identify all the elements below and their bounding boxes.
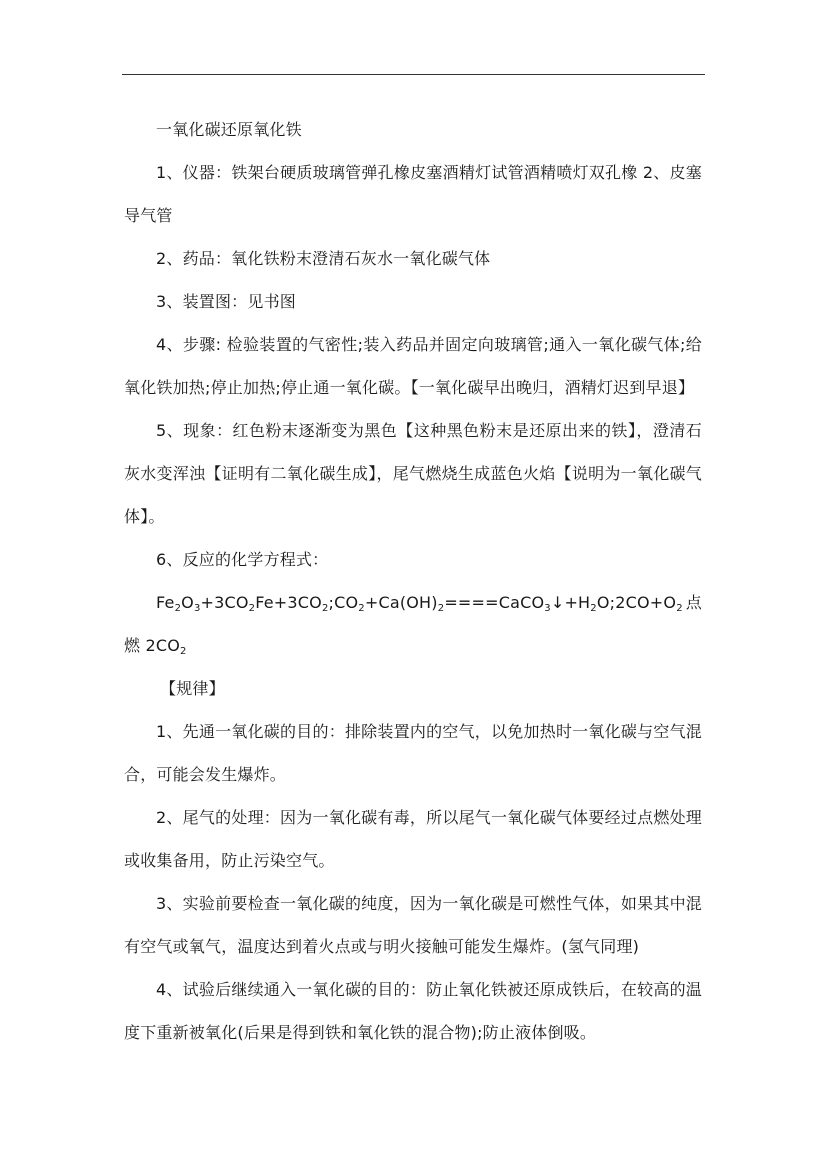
equation-heading: 6、反应的化学方程式： (156, 550, 329, 569)
eq-subscript: 2 (321, 603, 329, 614)
document-body (124, 108, 702, 1054)
eq-subscript: 2 (590, 603, 597, 614)
eq-text: +Ca(OH) (364, 593, 438, 612)
reagents-paragraph: 2、药品：氧化铁粉末澄清石灰水一氧化碳气体 (156, 249, 491, 268)
eq-text: 点燃 2CO (124, 593, 702, 655)
eq-subscript: 2 (174, 603, 182, 614)
phenomena-paragraph: 5、现象：红色粉末逐渐变为黑色【这种黑色粉末是还原出来的铁】，澄清石灰水变浑浊【证明有二氧化碳生成】，尾气燃烧生成蓝色火焰【说明为一氧化碳气体】。 (124, 421, 702, 526)
steps-paragraph: 4、步骤: 检验装置的气密性;装入药品并固定向玻璃管;通入一氧化碳气体;给氧化铁加热;停止加热;停止通一氧化碳。【一氧化碳早出晚归，酒精灯迟到早退】 (124, 335, 702, 397)
instruments-paragraph: 1、仪器：铁架台硬质玻璃管弹孔橡皮塞酒精灯试管酒精喷灯双孔橡 2、皮塞导气管 (124, 163, 702, 225)
eq-text: Fe+3CO (255, 593, 322, 612)
rule-paragraph-1: 1、先通一氧化碳的目的：排除装置内的空气，以免加热时一氧化碳与空气混合，可能会发生爆炸。 (124, 722, 702, 784)
rule-paragraph-4: 4、试验后继续通入一氧化碳的目的：防止氧化铁被还原成铁后，在较高的温度下重新被氧化(后果是得到铁和氧化铁的混合物);防止液体倒吸。 (124, 980, 702, 1042)
eq-subscript: 3 (193, 603, 201, 614)
eq-subscript: 2 (180, 646, 187, 657)
eq-text: Fe (156, 593, 175, 612)
eq-text: +3CO (200, 593, 249, 612)
eq-text: ;CO (328, 593, 359, 612)
eq-subscript: 2 (248, 603, 256, 614)
rules-heading: 【规律】 (160, 679, 225, 698)
eq-subscript: 3 (544, 603, 551, 614)
eq-subscript: 2 (437, 603, 445, 614)
header-divider (122, 74, 705, 75)
section-title: 一氧化碳还原氧化铁 (156, 120, 302, 139)
eq-subscript: 2 (676, 603, 683, 614)
eq-text: O;2CO+O (596, 593, 677, 612)
chemical-equation (124, 581, 702, 667)
rule-paragraph-2: 2、尾气的处理：因为一氧化碳有毒，所以尾气一氧化碳气体要经过点燃处理或收集备用，防止污染空气。 (124, 808, 702, 870)
eq-text: ====CaCO (444, 593, 545, 612)
rule-paragraph-3: 3、实验前要检查一氧化碳的纯度，因为一氧化碳是可燃性气体，如果其中混有空气或氧气，温度达到着火点或与明火接触可能发生爆炸。(氢气同理) (124, 894, 702, 956)
apparatus-paragraph: 3、装置图：见书图 (156, 292, 296, 311)
eq-text: ↓+H (550, 593, 591, 612)
eq-subscript: 2 (358, 603, 365, 614)
eq-text: O (181, 593, 194, 612)
